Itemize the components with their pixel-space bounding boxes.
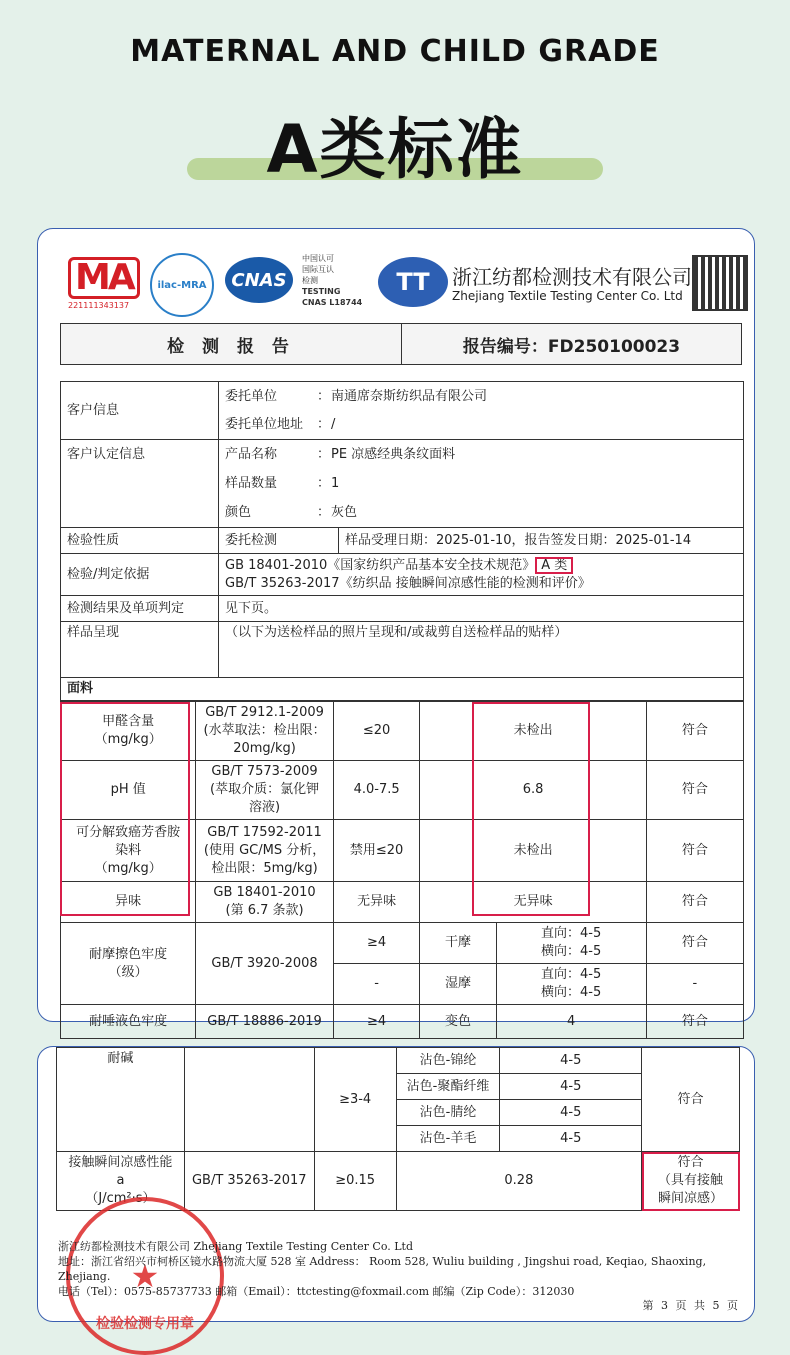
table-row [61,820,744,882]
test-judgement: 符合 [646,882,743,923]
alkali-requirement: ≥3-4 [314,1048,396,1152]
client-confirm-label: 客户认定信息 [61,440,219,528]
test-result: 未检出 [420,702,646,761]
sample-qty: 1 [331,475,340,491]
test-method: GB/T 17592-2011 (使用 GC/MS 分析， 检出限：5mg/kg) [196,820,333,882]
qr-code-icon [692,255,748,311]
report-number: 报告编号：FD250100023 [462,336,681,357]
sample-label: 样品呈现 [61,622,219,678]
test-item: 可分解致癌芳香胺 染料 （mg/kg） [61,820,196,882]
rub-dry-label: 干摩 [420,923,496,964]
nature-value: 委托检测 [219,528,339,554]
result-label: 检测结果及单项判定 [61,596,219,622]
company-name-cn: 浙江纺都检测技术有限公司 [452,265,692,289]
alkali-judgement: 符合 [642,1048,740,1152]
test-requirement: ≤20 [333,702,420,761]
saliva-result: 4 [496,1005,646,1039]
table-row [57,1048,740,1074]
test-results-table [60,701,744,1039]
rub-dry-requirement: ≥4 [333,923,420,964]
table-row [61,761,744,820]
stain-label: 沾色-腈纶 [396,1100,500,1126]
test-method: GB 18401-2010 (第 6.7 条款) [196,882,333,923]
cool-item: 接触瞬间凉感性能 a （J/cm²·s） [57,1152,185,1211]
product-name: PE 凉感经典条纹面料 [331,446,456,462]
info-table: 客户信息 委托单位 ： 南通席奈斯纺织品有限公司 委托单位地址 ： / 客户认定信息 产品名称 ： PE 凉感经典条纹面料 样品数量 ： 1 颜色 ： 灰色 检验性质 委托检测 样品受理日期：2025-01-10，报告签发日期：2025-01-14 检验/判定依据 GB 18401-2010《国家纺织产品基本安全技术规范》 A 类 GB/T 35263-2017《纺织品 接触瞬间凉感性能的检测和评价》 检测结果及单项判定 见下页。 样品呈现 （以下为送检样品的照片呈现和/或裁剪自送检样品的贴样） 面料 [60,381,744,701]
official-seal: ★ 检验检测专用章 [66,1197,224,1355]
saliva-judgement: 符合 [646,1005,743,1039]
sample-note: （以下为送检样品的照片呈现和/或裁剪自送检样品的贴样） [219,622,744,678]
test-result: 无异味 [420,882,646,923]
saliva-method: GB/T 18886-2019 [196,1005,333,1039]
test-item: 异味 [61,882,196,923]
rub-wet-judgement: - [646,964,743,1005]
stain-label: 沾色-锦纶 [396,1048,500,1074]
rub-wet-result: 直向：4-5 横向：4-5 [496,964,646,1005]
company-name-en: Zhejiang Textile Testing Center Co. Ltd [452,289,683,303]
test-item: 甲醛含量 （mg/kg） [61,702,196,761]
cool-result: 0.28 [396,1152,642,1211]
result-value: 见下页。 [219,596,744,622]
test-judgement: 符合 [646,820,743,882]
cool-judgement: 符合 （具有接触 瞬间凉感） [642,1152,740,1211]
saliva-item: 耐唾液色牢度 [61,1005,196,1039]
stain-label: 沾色-羊毛 [396,1126,500,1152]
test-result: 未检出 [420,820,646,882]
grade-a-highlight: A 类 [535,557,573,574]
alkali-method [184,1048,314,1152]
stain-value: 4-5 [500,1126,642,1152]
test-requirement: 4.0-7.5 [333,761,420,820]
test-judgement: 符合 [646,702,743,761]
section-fabric: 面料 [61,678,744,701]
page-number: 第 3 页 共 5 页 [642,1299,740,1312]
report-dates: 样品受理日期：2025-01-10，报告签发日期：2025-01-14 [339,528,744,554]
rub-item: 耐摩擦色牢度 （级） [61,923,196,1005]
saliva-requirement: ≥4 [333,1005,420,1039]
report-page-card [37,228,755,1029]
test-item: pH 值 [61,761,196,820]
saliva-label: 变色 [420,1005,496,1039]
continued-table [56,1047,740,1211]
cool-method: GB/T 35263-2017 [184,1152,314,1211]
stain-value: 4-5 [500,1048,642,1074]
stain-label: 沾色-聚酯纤维 [396,1074,500,1100]
rub-method: GB/T 3920-2008 [196,923,333,1005]
company-logo: TT [378,257,448,307]
report-title-bar [60,323,742,365]
basis-line2: GB/T 35263-2017《纺织品 接触瞬间凉感性能的检测和评价》 [225,575,591,591]
sample-color: 灰色 [331,504,358,520]
nature-label: 检验性质 [61,528,219,554]
cnas-logo: CNAS [225,257,293,303]
basis-label: 检验/判定依据 [61,554,219,596]
report-footer: 浙江纺都检测技术有限公司 Zhejiang Textile Testing Center Co. Ltd 地址：浙江省绍兴市柯桥区镜水路物流大厦 528 室 Address： Room 528, Wuliu building , Jingshui road, Keqiao, Shaoxing, Zhejiang. 电话（Tel）：0575-85737733 邮箱（Email）：ttctesting@foxmail.com 邮编（Zip Code）：312030 [58,1240,707,1298]
header-cn-block [0,96,790,191]
client-address: / [331,416,336,432]
stain-value: 4-5 [500,1100,642,1126]
table-row [61,882,744,923]
report-page-card-2 [37,1046,755,1332]
test-judgement: 符合 [646,761,743,820]
table-row [61,702,744,761]
client-info-label: 客户信息 [61,382,219,440]
test-requirement: 禁用≤20 [333,820,420,882]
report-title: 检 测 报 告 [61,324,402,364]
cnas-caption: 中国认可 国际互认 检测 TESTING CNAS L18744 [302,254,363,307]
rub-dry-judgement: 符合 [646,923,743,964]
cool-requirement: ≥0.15 [314,1152,396,1211]
cma-logo: MA 221111343137 [68,257,142,305]
rub-wet-requirement: - [333,964,420,1005]
rub-dry-result: 直向：4-5 横向：4-5 [496,923,646,964]
logo-row [60,249,750,309]
client-unit: 南通席奈斯纺织品有限公司 [331,388,488,404]
rub-wet-label: 湿摩 [420,964,496,1005]
test-method: GB/T 7573-2009 (萃取介质：氯化钾 溶液) [196,761,333,820]
alkali-label: 耐碱 [57,1048,185,1152]
stain-value: 4-5 [500,1074,642,1100]
test-result: 6.8 [420,761,646,820]
test-requirement: 无异味 [333,882,420,923]
header-en-title: MATERNAL AND CHILD GRADE [130,34,660,69]
test-method: GB/T 2912.1-2009 (水萃取法：检出限： 20mg/kg) [196,702,333,761]
header-cn-title: A类标准 [266,111,524,188]
ilac-mra-logo: ilac-MRA [150,253,214,317]
